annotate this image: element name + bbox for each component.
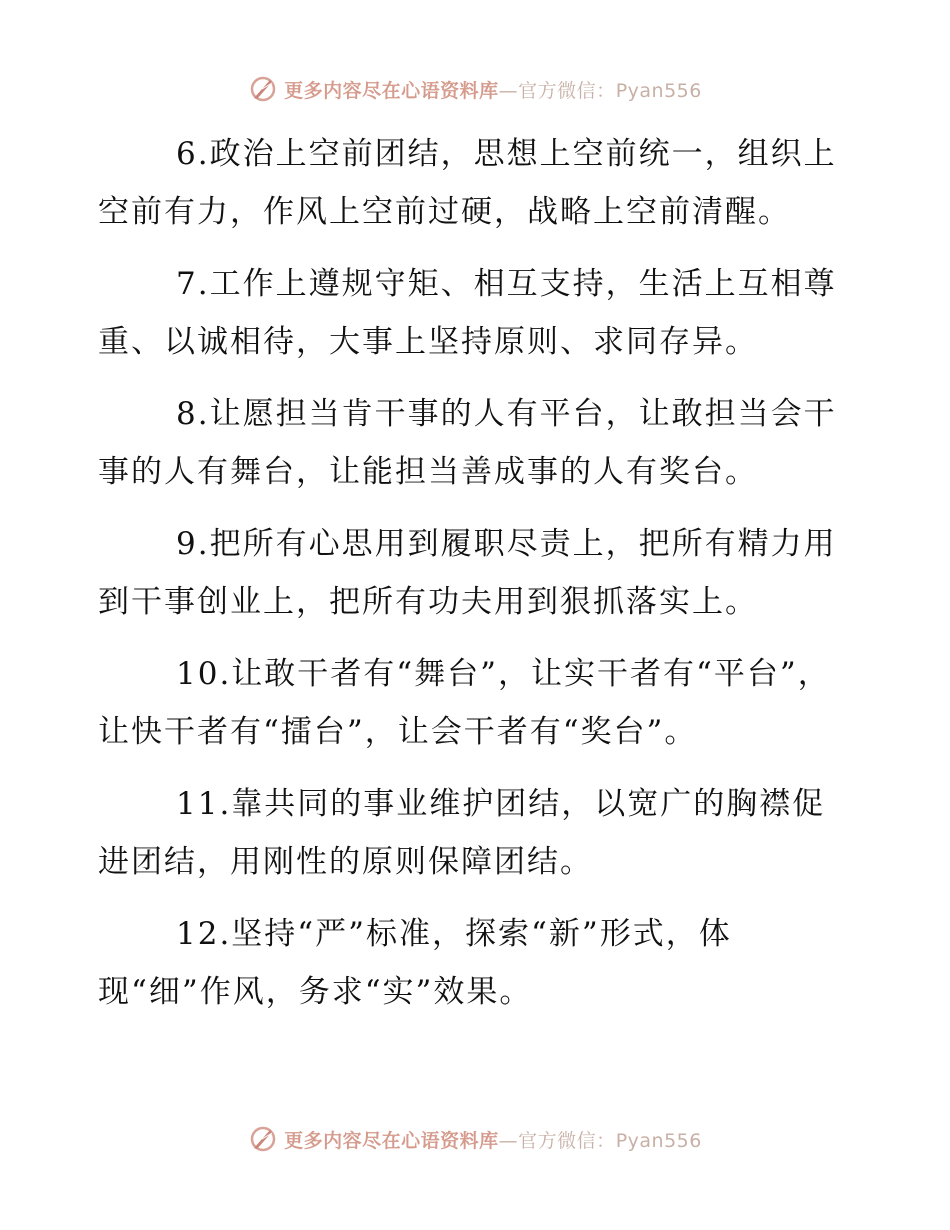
quill-logo-icon: [248, 74, 278, 104]
document-body: [98, 125, 848, 1035]
watermark-official: 官方微信：: [518, 1129, 616, 1152]
paragraph-10: 10.让敢干者有“舞台”，让实干者有“平台”，让快干者有“擂台”，让会干者有“奖台”。: [98, 656, 831, 750]
watermark-official: 官方微信：: [518, 79, 616, 102]
paragraph-11: 11.靠共同的事业维护团结，以宽广的胸襟促进团结，用刚性的原则保障团结。: [98, 786, 826, 880]
footer-watermark: [0, 1122, 950, 1156]
watermark-brand: 更多内容尽在心语资料库: [284, 79, 499, 102]
paragraph-6: 6.政治上空前团结，思想上空前统一，组织上空前有力，作风上空前过硬，战略上空前清醒。: [98, 136, 837, 230]
watermark-text: [284, 76, 702, 103]
watermark-separator: —: [498, 79, 519, 102]
paragraph-12: 12.坚持“严”标准，探索“新”形式，体现“细”作风，务求“实”效果。: [98, 916, 732, 1010]
watermark-wechat-id: Pyan556: [615, 1129, 702, 1152]
quill-logo-icon: [248, 1124, 278, 1154]
paragraph-9: 9.把所有心思用到履职尽责上，把所有精力用到干事创业上，把所有功夫用到狠抓落实上。: [98, 526, 837, 620]
watermark-text: [284, 1126, 702, 1153]
watermark-wechat-id: Pyan556: [615, 79, 702, 102]
paragraph-8: 8.让愿担当肯干事的人有平台，让敢担当会干事的人有舞台，让能担当善成事的人有奖台。: [98, 396, 837, 490]
watermark-separator: —: [498, 1129, 519, 1152]
paragraph-7: 7.工作上遵规守矩、相互支持，生活上互相尊重、以诚相待，大事上坚持原则、求同存异。: [98, 266, 837, 360]
header-watermark: [0, 72, 950, 106]
watermark-brand: 更多内容尽在心语资料库: [284, 1129, 499, 1152]
